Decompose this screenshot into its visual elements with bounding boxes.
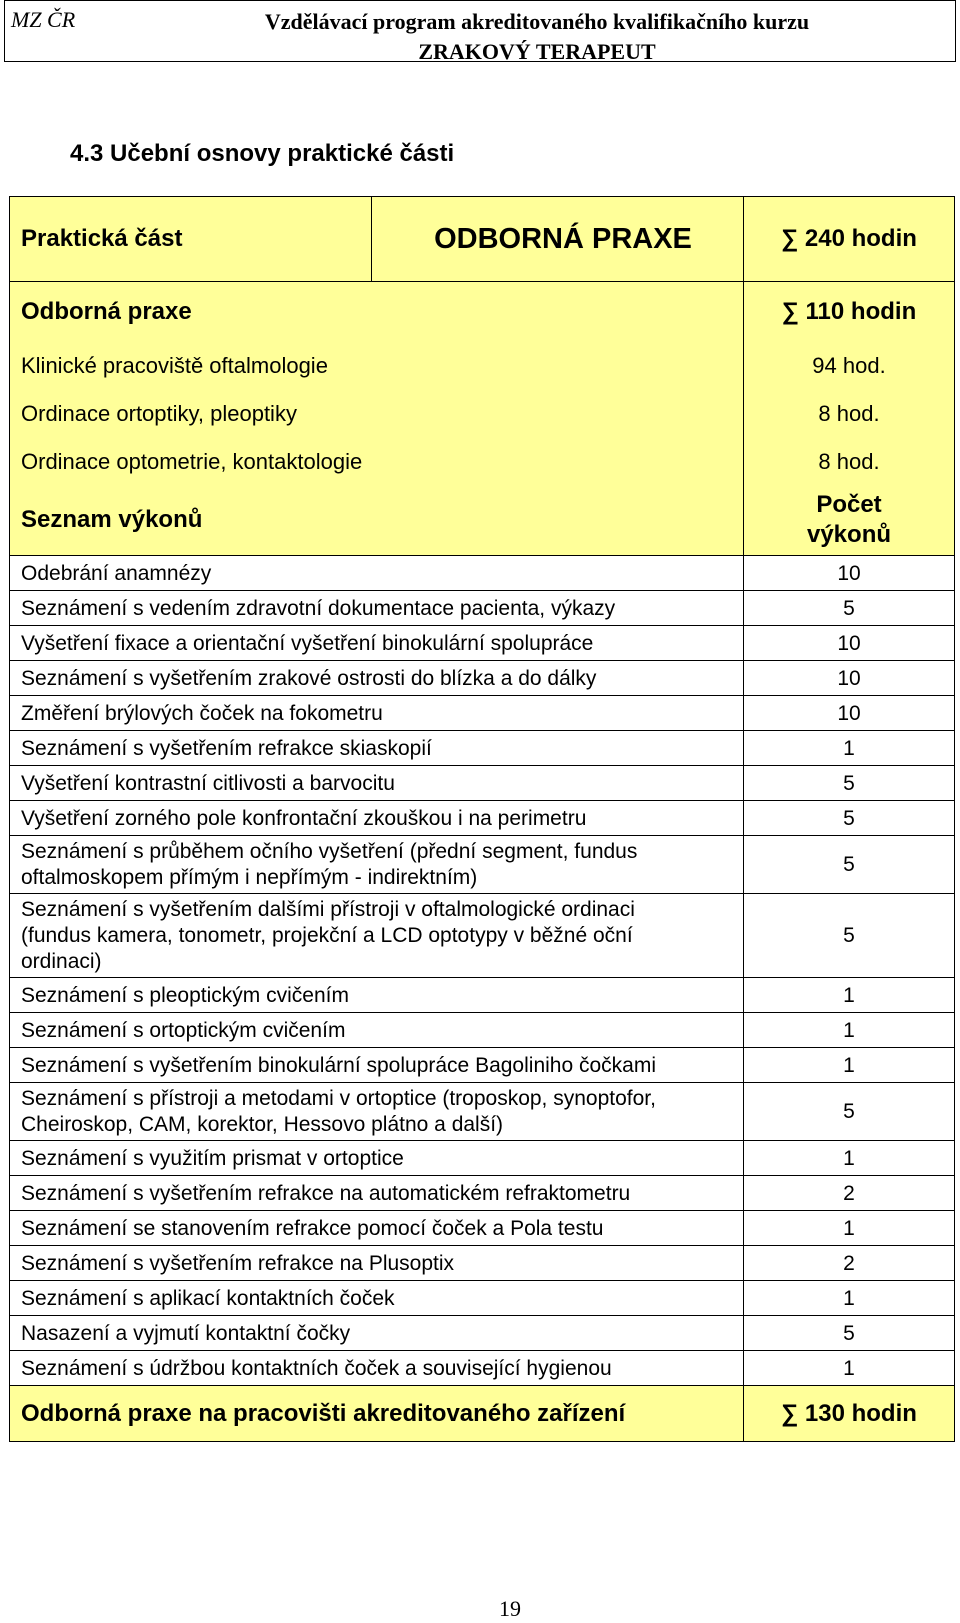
item-count: 5 [744,894,955,978]
odborna-praxe-label: Odborná praxe [10,282,744,342]
item-count: 2 [744,1176,955,1211]
table-row [10,836,955,894]
item-label: Vyšetření kontrastní citlivosti a barvocitu [10,766,744,801]
item-label-line: Cheiroskop, CAM, korektor, Hessovo plátno a další) [21,1112,504,1136]
table-row [10,978,955,1013]
item-count: 1 [744,1141,955,1176]
seznam-vykonu-row [10,486,955,556]
pocet-label-line-2: výkonů [806,521,892,549]
odborna-praxe-total: ∑ 110 hodin [744,282,955,342]
item-count: 5 [744,801,955,836]
table-row [10,1176,955,1211]
item-label: Vyšetření zorného pole konfrontační zkouškou i na perimetru [10,801,744,836]
section-title: 4.3 Učební osnovy praktické části [70,140,455,167]
total-hours-240: ∑ 240 hodin [744,197,955,282]
item-label [10,836,744,894]
item-count: 1 [744,1048,955,1083]
sub-hours: 94 hod. [744,342,955,390]
praktická-cast-label: Praktická část [10,197,372,282]
table-row [10,1048,955,1083]
item-label: Odebrání anamnézy [10,556,744,591]
item-count: 5 [744,591,955,626]
seznam-vykonu-label: Seznam výkonů [10,486,744,556]
sub-hours: 8 hod. [744,390,955,438]
table-header-row [10,197,955,282]
item-label: Změření brýlových čoček na fokometru [10,696,744,731]
item-label: Seznámení s vyšetřením binokulární spolupráce Bagoliniho čočkami [10,1048,744,1083]
table-row [10,1246,955,1281]
table-row [10,591,955,626]
page-number: 19 [499,1596,521,1621]
pocet-label-line-1: Počet [816,491,882,519]
sub-label: Ordinace ortoptiky, pleoptiky [10,390,744,438]
item-count: 10 [744,626,955,661]
item-label: Seznámení s pleoptickým cvičením [10,978,744,1013]
syllabus-table [9,196,955,1442]
item-count: 2 [744,1246,955,1281]
table-row [10,626,955,661]
item-count: 1 [744,1351,955,1386]
footer-row [10,1386,955,1442]
table-row [10,1141,955,1176]
item-count: 10 [744,696,955,731]
item-count: 1 [744,731,955,766]
item-count: 5 [744,766,955,801]
item-label: Nasazení a vyjmutí kontaktní čočky [10,1316,744,1351]
table-row [10,1316,955,1351]
pocet-vykonu-label [744,486,955,556]
table-row [10,661,955,696]
table-row [10,801,955,836]
table-row [10,1013,955,1048]
item-label: Seznámení s aplikací kontaktních čoček [10,1281,744,1316]
sub-row [10,342,955,390]
item-count: 10 [744,556,955,591]
footer-label: Odborná praxe na pracovišti akreditovaného zařízení [10,1386,744,1442]
sub-hours: 8 hod. [744,438,955,486]
item-label-line: Seznámení s průběhem očního vyšetření (přední segment, fundus [21,839,638,863]
item-count: 5 [744,836,955,894]
item-label-line: oftalmoskopem přímým i nepřímým - indirektním) [21,865,478,889]
header-org: MZ ČR [11,7,76,32]
item-label: Seznámení s údržbou kontaktních čoček a související hygienou [10,1351,744,1386]
table-row [10,731,955,766]
table-row [10,696,955,731]
item-label: Seznámení s vyšetřením refrakce na Plusoptix [10,1246,744,1281]
header-title-line-2: ZRAKOVÝ TERAPEUT [418,39,656,64]
sub-row [10,438,955,486]
item-label-line: (fundus kamera, tonometr, projekční a LCD optotypy v běžné oční [21,923,633,947]
item-count: 5 [744,1316,955,1351]
item-label [10,1083,744,1141]
footer-total: ∑ 130 hodin [744,1386,955,1442]
header-title [217,7,857,67]
table-row [10,894,955,978]
item-label-line: Seznámení s přístroji a metodami v ortoptice (troposkop, synoptofor, [21,1086,656,1110]
item-count: 1 [744,1211,955,1246]
table-row [10,1083,955,1141]
item-count: 10 [744,661,955,696]
item-label [10,894,744,978]
item-label: Seznámení s vyšetřením refrakce skiaskopií [10,731,744,766]
item-label: Seznámení s využitím prismat v ortoptice [10,1141,744,1176]
item-count: 1 [744,1013,955,1048]
table-row [10,1351,955,1386]
odborna-praxe-heading: ODBORNÁ PRAXE [372,197,744,282]
table-row [10,1211,955,1246]
item-label: Seznámení s vyšetřením refrakce na automatickém refraktometru [10,1176,744,1211]
item-label: Seznámení s ortoptickým cvičením [10,1013,744,1048]
item-count: 1 [744,1281,955,1316]
page-header [4,0,956,62]
item-count: 1 [744,978,955,1013]
sub-row [10,390,955,438]
table-row [10,556,955,591]
item-label-line: Seznámení s vyšetřením dalšími přístroji v oftalmologické ordinaci [21,897,635,921]
table-row [10,1281,955,1316]
header-title-line-1: Vzdělávací program akreditovaného kvalifikačního kurzu [264,9,810,34]
item-label: Seznámení se stanovením refrakce pomocí čoček a Pola testu [10,1211,744,1246]
item-label: Seznámení s vedením zdravotní dokumentace pacienta, výkazy [10,591,744,626]
item-label: Vyšetření fixace a orientační vyšetření binokulární spolupráce [10,626,744,661]
sub-label: Ordinace optometrie, kontaktologie [10,438,744,486]
item-label: Seznámení s vyšetřením zrakové ostrosti do blízka a do dálky [10,661,744,696]
sub-label: Klinické pracoviště oftalmologie [10,342,744,390]
item-count: 5 [744,1083,955,1141]
odborna-praxe-row [10,282,955,342]
table-row [10,766,955,801]
item-label-line: ordinaci) [21,949,102,973]
